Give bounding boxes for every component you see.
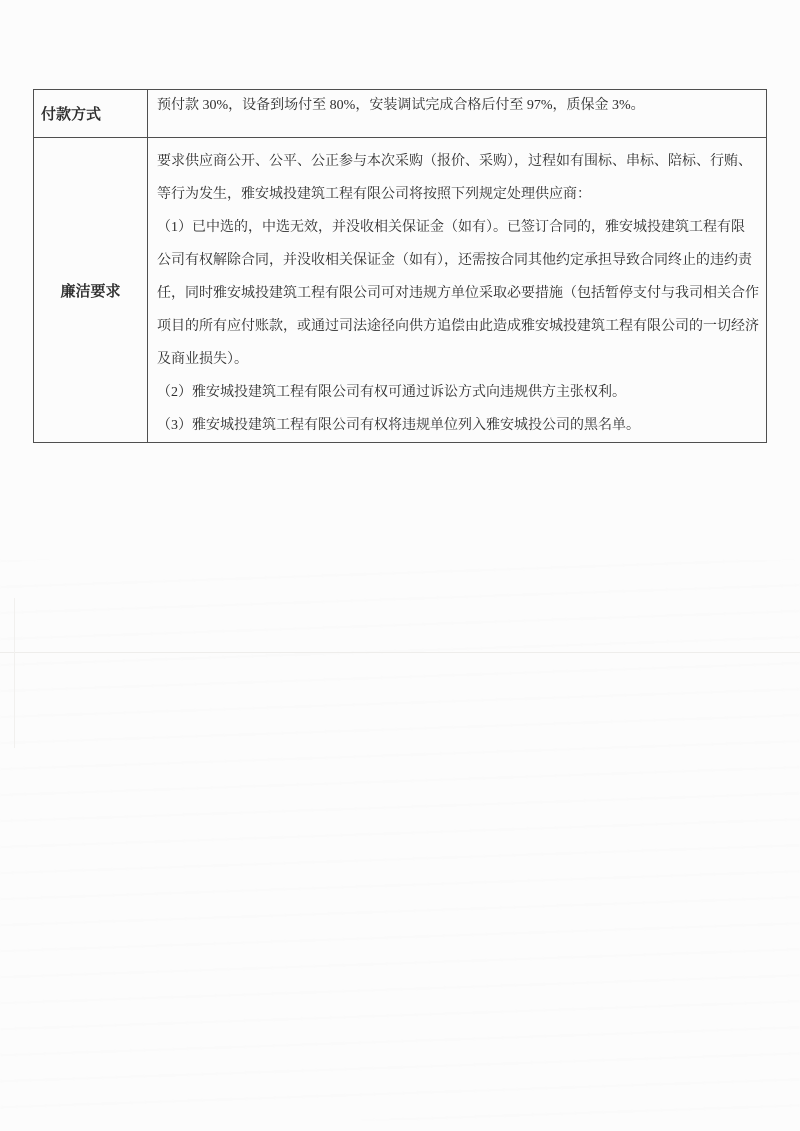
- procurement-terms-table: [33, 89, 767, 443]
- content-line: 等行为发生，雅安城投建筑工程有限公司将按照下列规定处理供应商：: [157, 187, 591, 202]
- content-line: （2）雅安城投建筑工程有限公司有权可通过诉讼方式向违规供方主张权利。: [157, 385, 626, 400]
- table-cell-payment-method-content: [148, 90, 766, 137]
- table-cell-integrity-requirements-content: [148, 137, 766, 442]
- table-row-label-payment-method: [34, 90, 148, 137]
- content-line: 及商业损失）。: [157, 352, 248, 367]
- content-line: 要求供应商公开、公平、公正参与本次采购（报价、采购），过程如有围标、串标、陪标、行贿、: [157, 154, 752, 169]
- page-bleed-through-artifact: [0, 560, 800, 1120]
- integrity-requirements-label: 廉洁要求: [60, 283, 121, 300]
- content-line: 任，同时雅安城投建筑工程有限公司可对违规方单位采取必要措施（包括暂停支付与我司相关合作: [157, 286, 759, 301]
- scan-edge-smudge: [14, 598, 15, 748]
- content-line: 项目的所有应付账款，或通过司法途径向供方追偿由此造成雅安城投建筑工程有限公司的一切经济: [157, 319, 759, 334]
- content-line: 公司有权解除合同，并没收相关保证金（如有），还需按合同其他约定承担导致合同终止的违约责: [157, 253, 752, 268]
- payment-terms-text: 预付款 30%，设备到场付至 80%，安装调试完成合格后付至 97%，质保金 3%。: [157, 98, 645, 113]
- payment-method-label: 付款方式: [41, 107, 102, 123]
- table-row-label-integrity-requirements: [34, 137, 148, 442]
- content-line: （1）已中选的，中选无效，并没收相关保证金（如有）。已签订合同的，雅安城投建筑工程有限: [157, 220, 745, 235]
- scan-fold-line: [0, 652, 800, 653]
- content-line: （3）雅安城投建筑工程有限公司有权将违规单位列入雅安城投公司的黑名单。: [157, 418, 640, 433]
